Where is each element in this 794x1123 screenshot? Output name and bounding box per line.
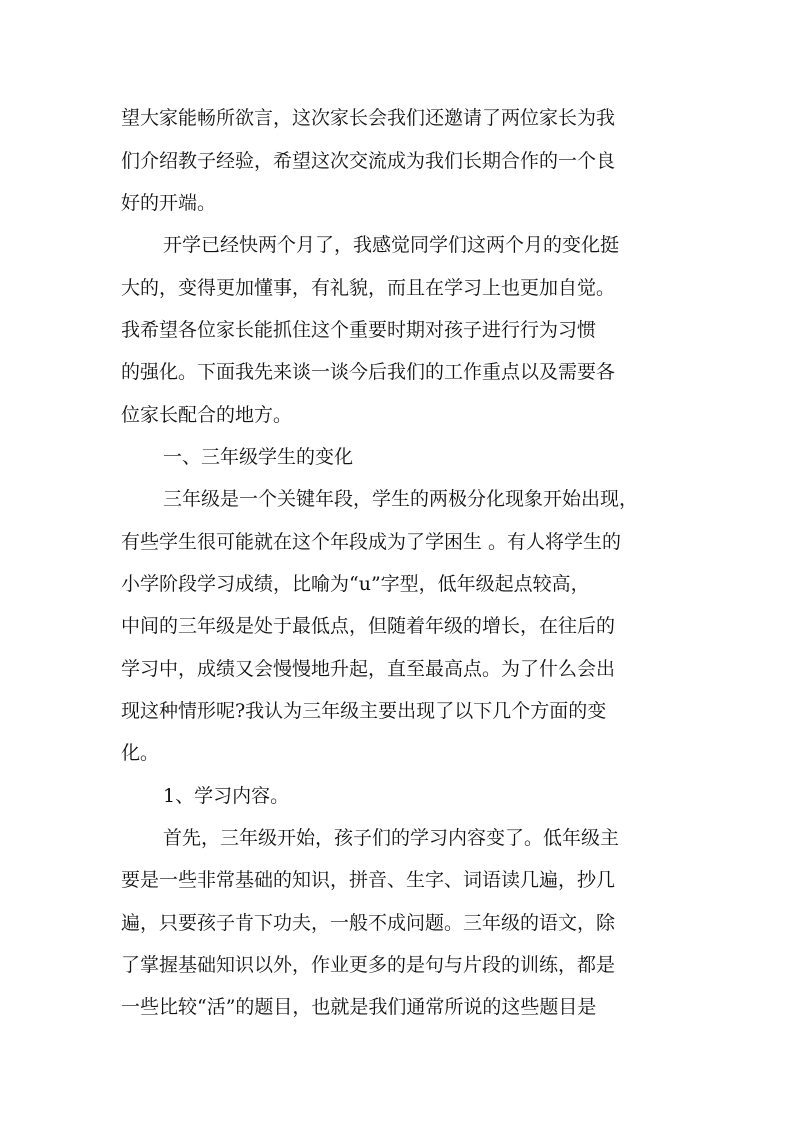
text-line: 一些比较“活”的题目，也就是我们通常所说的这些题目是 xyxy=(121,996,597,1018)
text-line: 好的开端。 xyxy=(121,192,217,214)
section-heading: 一、三年级学生的变化 xyxy=(163,446,354,468)
text-line: 大的，变得更加懂事，有礼貌，而且在学习上也更加自觉。 xyxy=(121,277,616,299)
text-line: 三年级是一个关键年段，学生的两极分化现象开始出现， xyxy=(163,488,639,510)
text-line: 现这种情形呢?我认为三年级主要出现了以下几个方面的变 xyxy=(121,700,607,722)
text-line: 学习中，成绩又会慢慢地升起，直至最高点。为了什么会出 xyxy=(121,658,616,680)
text-line: 要是一些非常基础的知识，拼音、生字、词语读几遍，抄几 xyxy=(121,869,616,891)
text-line: 有些学生很可能就在这个年段成为了学困生 。有人将学生的 xyxy=(121,531,622,553)
text-line: 首先，三年级开始，孩子们的学习内容变了。低年级主 xyxy=(163,827,620,849)
text-line: 中间的三年级是处于最低点，但随着年级的增长，在往后的 xyxy=(121,615,616,637)
text-line: 我希望各位家长能抓住这个重要时期对孩子进行行为习惯 xyxy=(121,319,597,341)
text-line: 小学阶段学习成绩，比喻为“u”字型，低年级起点较高， xyxy=(121,573,590,595)
text-line: 们介绍教子经验，希望这次交流成为我们长期合作的一个良 xyxy=(121,150,616,172)
text-line: 化。 xyxy=(121,742,160,764)
text-line: 位家长配合的地方。 xyxy=(121,404,293,426)
text-line: 开学已经快两个月了，我感觉同学们这两个月的变化挺 xyxy=(163,234,620,256)
text-line: 的强化。下面我先来谈一谈今后我们的工作重点以及需要各 xyxy=(121,361,616,383)
text-line: 望大家能畅所欲言，这次家长会我们还邀请了两位家长为我 xyxy=(121,107,616,129)
text-line: 遍，只要孩子肯下功夫，一般不成问题。三年级的语文，除 xyxy=(121,912,616,934)
text-line: 了掌握基础知识以外，作业更多的是句与片段的训练，都是 xyxy=(121,954,616,976)
subsection-heading: 1、学习内容。 xyxy=(163,785,290,807)
